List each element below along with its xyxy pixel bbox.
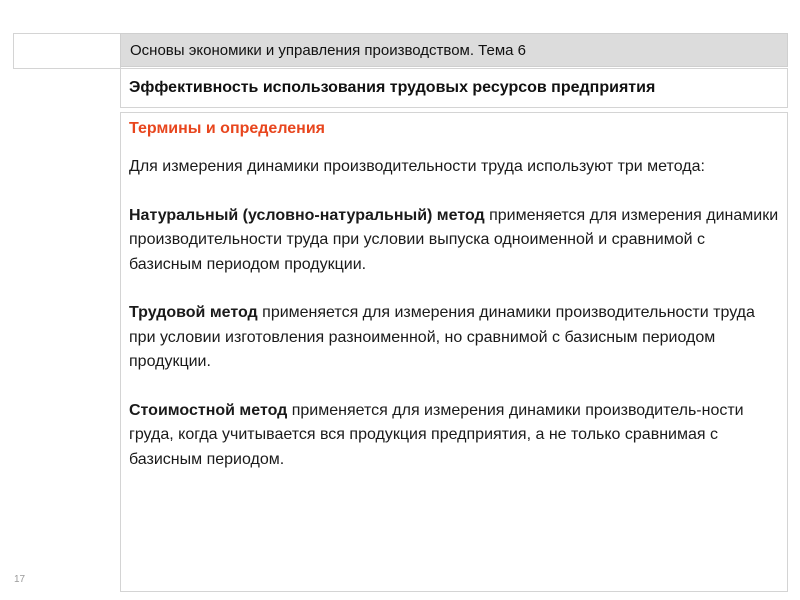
intro-paragraph: Для измерения динамики производительности труда используют три метода: [129,158,705,175]
content-area [120,112,788,592]
method-description: применяется для измерения динамики производитель-ности груда, когда учитывается вся продукция предприятия, а не только сравнимая с базисным периодом. [129,401,744,468]
slide-title-bar [120,68,788,108]
course-header-bar [120,33,788,67]
course-title: Основы экономики и управления производством. Тема 6 [130,41,527,59]
method-paragraph-cost [129,399,779,473]
method-paragraph-labor [129,301,779,375]
method-description: применяется для измерения динамики производительности труда при условии изготовления разноименной, но сравнимой с базисным периодом продукции. [129,304,755,370]
method-name: Стоимостной метод [129,401,288,419]
section-heading: Термины и определения [129,120,326,137]
method-name: Трудовой метод [129,304,258,321]
method-paragraph-natural [129,204,779,278]
page-number: 17 [14,574,26,585]
slide-title: Эффективность использования трудовых ресурсов предприятия [129,79,656,96]
method-name: Натуральный (условно-натуральный) метод [129,206,485,224]
corner-placeholder-box [13,33,121,69]
method-description: применяется для измерения динамики производительности труда при условии выпуска одноименной и сравнимой с базисным периодом продукции. [129,206,779,273]
